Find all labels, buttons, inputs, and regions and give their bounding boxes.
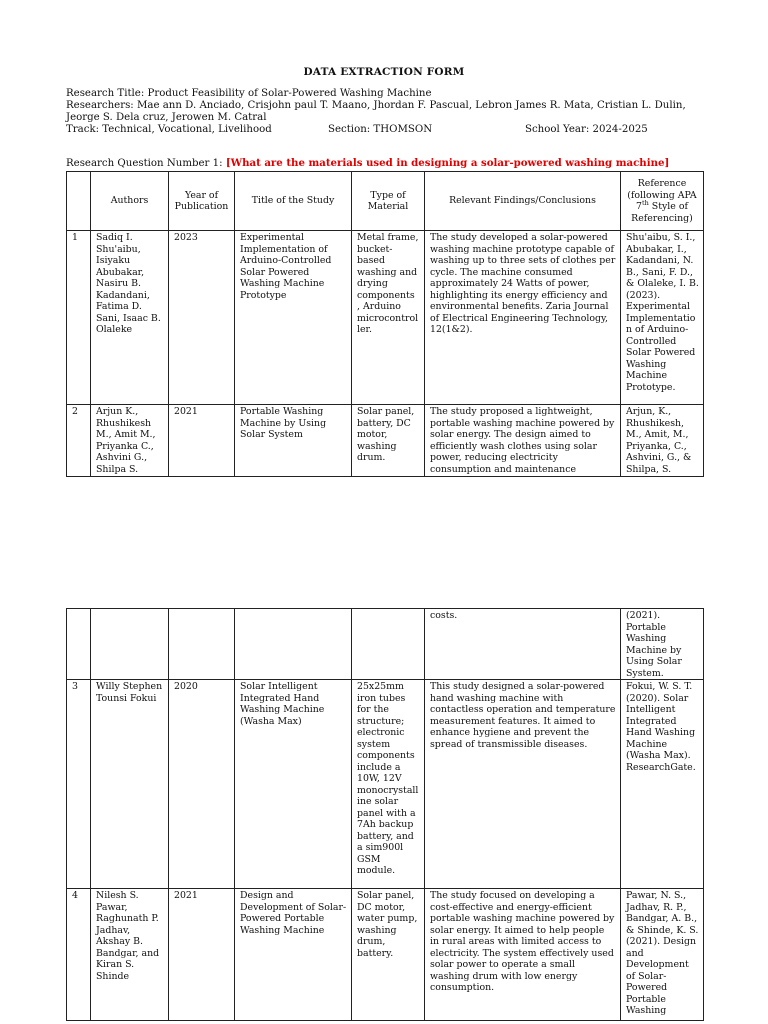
cell-number: 2 [67, 405, 91, 477]
cell-year: 2023 [169, 231, 235, 405]
header-findings: Relevant Findings/Conclusions [425, 172, 621, 231]
cell-study [235, 609, 352, 680]
cell-year [169, 609, 235, 680]
cell-findings: The study developed a solar-powered washing machine prototype capable of washing up to three sets of clothes per cycle. The machine consumed approximately 24 Watts of power, highlighting its energy efficiency and environmental benefits. Zaria Journal of Electrical Engineering Technology, 12(1&2). [425, 231, 621, 405]
cell-authors [91, 609, 169, 680]
cell-year: 2020 [169, 680, 235, 889]
header-study: Title of the Study [235, 172, 352, 231]
table-row [67, 609, 704, 680]
cell-study: Design and Development of Solar-Powered Portable Washing Machine [235, 889, 352, 1021]
cell-study: Portable Washing Machine by Using Solar System [235, 405, 352, 477]
cell-number: 1 [67, 231, 91, 405]
cell-reference: (2021). Portable Washing Machine by Using Solar System. [621, 609, 704, 680]
research-question-label: Research Question Number 1: [66, 158, 226, 169]
cell-material [352, 609, 425, 680]
cell-findings: The study focused on developing a cost-effective and energy-efficient portable washing machine powered by solar energy. It aimed to help people in rural areas with limited access to electricity. The system effectively used solar power to operate a small washing drum with low energy consumption. [425, 889, 621, 1021]
cell-year: 2021 [169, 405, 235, 477]
cell-reference: Fokui, W. S. T. (2020). Solar Intelligent Integrated Hand Washing Machine (Washa Max). ResearchGate. [621, 680, 704, 889]
school-year: School Year: 2024-2025 [525, 124, 648, 135]
extraction-table-page-2 [66, 608, 704, 1021]
cell-reference: Arjun, K., Rhushikesh, M., Amit, M., Priyanka, C., Ashvini, G., & Shilpa, S. [621, 405, 704, 477]
cell-study: Solar Intelligent Integrated Hand Washing Machine (Washa Max) [235, 680, 352, 889]
header-material: Type of Material [352, 172, 425, 231]
cell-material: Solar panel, battery, DC motor, washing drum. [352, 405, 425, 477]
research-title: Research Title: Product Feasibility of Solar-Powered Washing Machine [66, 88, 432, 99]
cell-authors: Willy Stephen Tounsi Fokui [91, 680, 169, 889]
cell-authors: Sadiq I. Shu'aibu, Isiyaku Abubakar, Nasiru B. Kadandani, Fatima D. Sani, Isaac B. Olaleke [91, 231, 169, 405]
header-reference: Reference (following APA 7th Style of Referencing) [621, 172, 704, 231]
cell-study: Experimental Implementation of Arduino-Controlled Solar Powered Washing Machine Prototype [235, 231, 352, 405]
cell-findings: costs. [425, 609, 621, 680]
cell-authors: Nilesh S. Pawar, Raghunath P. Jadhav, Akshay B. Bandgar, and Kiran S. Shinde [91, 889, 169, 1021]
header-year: Year of Publication [169, 172, 235, 231]
header-authors: Authors [91, 172, 169, 231]
cell-findings: The study proposed a lightweight, portable washing machine powered by solar energy. The design aimed to efficiently wash clothes using solar power, reducing electricity consumption and maintenance [425, 405, 621, 477]
table-row [67, 680, 704, 889]
cell-reference: Pawar, N. S., Jadhav, R. P., Bandgar, A. B., & Shinde, K. S. (2021). Design and Development of Solar-Powered Portable Washing [621, 889, 704, 1021]
cell-year: 2021 [169, 889, 235, 1021]
extraction-table-page-1 [66, 171, 704, 477]
table-row [67, 405, 704, 477]
track: Track: Technical, Vocational, Livelihood [66, 124, 272, 135]
section: Section: THOMSON [328, 124, 433, 135]
cell-material: Metal frame, bucket-based washing and drying components , Arduino microcontroller. [352, 231, 425, 405]
cell-findings: This study designed a solar-powered hand washing machine with contactless operation and temperature measurement features. It aimed to enhance hygiene and prevent the spread of transmissible diseases. [425, 680, 621, 889]
cell-number: 3 [67, 680, 91, 889]
form-title: DATA EXTRACTION FORM [303, 66, 465, 78]
cell-material: Solar panel, DC motor, water pump, washing drum, battery. [352, 889, 425, 1021]
research-question-text: [What are the materials used in designing a solar-powered washing machine] [225, 157, 670, 169]
cell-number: 4 [67, 889, 91, 1021]
cell-number [67, 609, 91, 680]
cell-authors: Arjun K., Rhushikesh M., Amit M., Priyanka C., Ashvini G., Shilpa S. [91, 405, 169, 477]
research-question [66, 157, 669, 169]
researchers: Researchers: Mae ann D. Anciado, Crisjohn paul T. Maano, Jhordan F. Pascual, Lebron James R. Mata, Cristian L. Dulin, Jeorge S. Dela cruz, Jerowen M. Catral [66, 100, 686, 123]
cell-reference: Shu'aibu, S. I., Abubakar, I., Kadandani, N. B., Sani, F. D., & Olaleke, I. B. (2023). Experimental Implementation of Arduino-Controlled Solar Powered Washing Machine Prototype. [621, 231, 704, 405]
table-header-row [67, 172, 704, 231]
table-row [67, 231, 704, 405]
table-row [67, 889, 704, 1021]
cell-material: 25x25mm iron tubes for the structure; electronic system components include a 10W, 12V monocrystalline solar panel with a 7Ah backup battery, and a sim900l GSM module. [352, 680, 425, 889]
header-number [67, 172, 91, 231]
